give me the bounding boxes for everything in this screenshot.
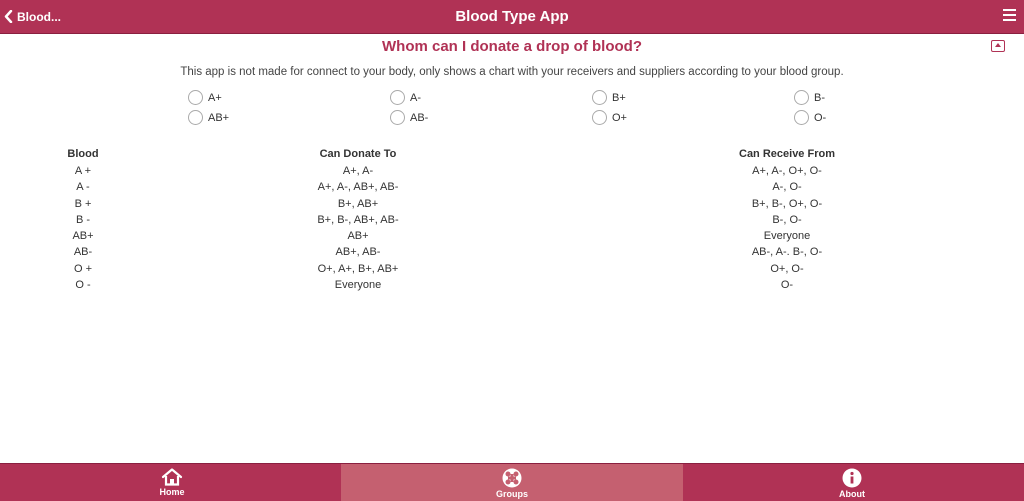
intro-text: This app is not made for connect to your body, only shows a chart with your receivers and suppliers according to your blood group. — [180, 66, 844, 78]
table-cell: A - — [76, 181, 90, 194]
tab-home-label: Home — [159, 487, 185, 497]
table-cell: B - — [75, 213, 91, 226]
donate-header: Can Donate To — [319, 148, 397, 160]
table-cell: A+, A-, O+, O- — [752, 165, 822, 177]
radio-circle[interactable] — [592, 90, 607, 105]
radio-a-pos[interactable]: A+ — [188, 90, 222, 105]
table-cell: A+, A-, AB+, AB- — [317, 181, 399, 194]
table-cell: O- — [780, 279, 794, 292]
table-cell: A-, O- — [772, 181, 802, 194]
receive-header: Can Receive From — [739, 148, 835, 160]
top-bar — [0, 0, 1024, 34]
table-cell: B-, O- — [772, 213, 802, 226]
tab-groups[interactable] — [341, 464, 683, 501]
radio-b-neg[interactable]: B- — [794, 90, 825, 105]
table-cell: O+, A+, B+, AB+ — [317, 262, 399, 275]
table-cell: AB+ — [72, 230, 94, 243]
chevron-left-icon — [4, 10, 13, 23]
radio-ab-neg[interactable]: AB- — [390, 110, 428, 125]
table-cell: AB+, AB- — [335, 246, 381, 259]
radio-ab-pos[interactable]: AB+ — [188, 110, 229, 125]
radio-circle[interactable] — [592, 110, 607, 125]
home-icon — [161, 468, 183, 486]
blood-column — [33, 147, 133, 293]
radio-a-neg[interactable]: A- — [390, 90, 421, 105]
groups-icon — [501, 468, 523, 488]
donate-column — [258, 147, 458, 293]
page-heading: Whom can I donate a drop of blood? — [382, 38, 642, 55]
table-cell: B + — [74, 197, 92, 210]
radio-circle[interactable] — [794, 110, 809, 125]
tab-groups-label: Groups — [495, 489, 528, 499]
table-cell: O - — [75, 279, 91, 292]
table-cell: A+, A- — [342, 165, 374, 177]
table-cell: B+, AB+ — [337, 197, 379, 210]
tab-about-label: About — [839, 489, 865, 499]
table-cell: AB- — [73, 246, 93, 259]
collapse-icon[interactable] — [991, 40, 1005, 52]
radio-o-neg[interactable]: O- — [794, 110, 826, 125]
blood-header: Blood — [67, 148, 99, 160]
table-cell: Everyone — [763, 230, 811, 243]
bottom-tab-bar — [0, 463, 1024, 501]
table-cell: B+, B-, AB+, AB- — [317, 213, 399, 226]
radio-circle[interactable] — [390, 90, 405, 105]
table-cell: B+, B-, O+, O- — [751, 197, 823, 210]
radio-circle[interactable] — [390, 110, 405, 125]
app-title: Blood Type App — [455, 8, 569, 25]
radio-o-pos[interactable]: O+ — [592, 110, 627, 125]
tab-home[interactable] — [142, 464, 202, 501]
tab-about[interactable] — [822, 464, 882, 501]
table-cell: AB+ — [347, 230, 369, 243]
radio-b-pos[interactable]: B+ — [592, 90, 626, 105]
receive-column — [687, 147, 887, 293]
radio-circle[interactable] — [794, 90, 809, 105]
table-cell: Everyone — [334, 279, 382, 292]
table-cell: AB-, A-. B-, O- — [751, 246, 823, 259]
back-button[interactable] — [4, 0, 61, 33]
radio-circle[interactable] — [188, 110, 203, 125]
radio-circle[interactable] — [188, 90, 203, 105]
back-label: Blood... — [17, 9, 61, 24]
info-icon — [841, 468, 863, 488]
menu-icon[interactable] — [1003, 9, 1016, 23]
table-cell: O + — [73, 262, 93, 275]
table-cell: O+, O- — [770, 262, 804, 275]
table-cell: A + — [74, 165, 92, 177]
